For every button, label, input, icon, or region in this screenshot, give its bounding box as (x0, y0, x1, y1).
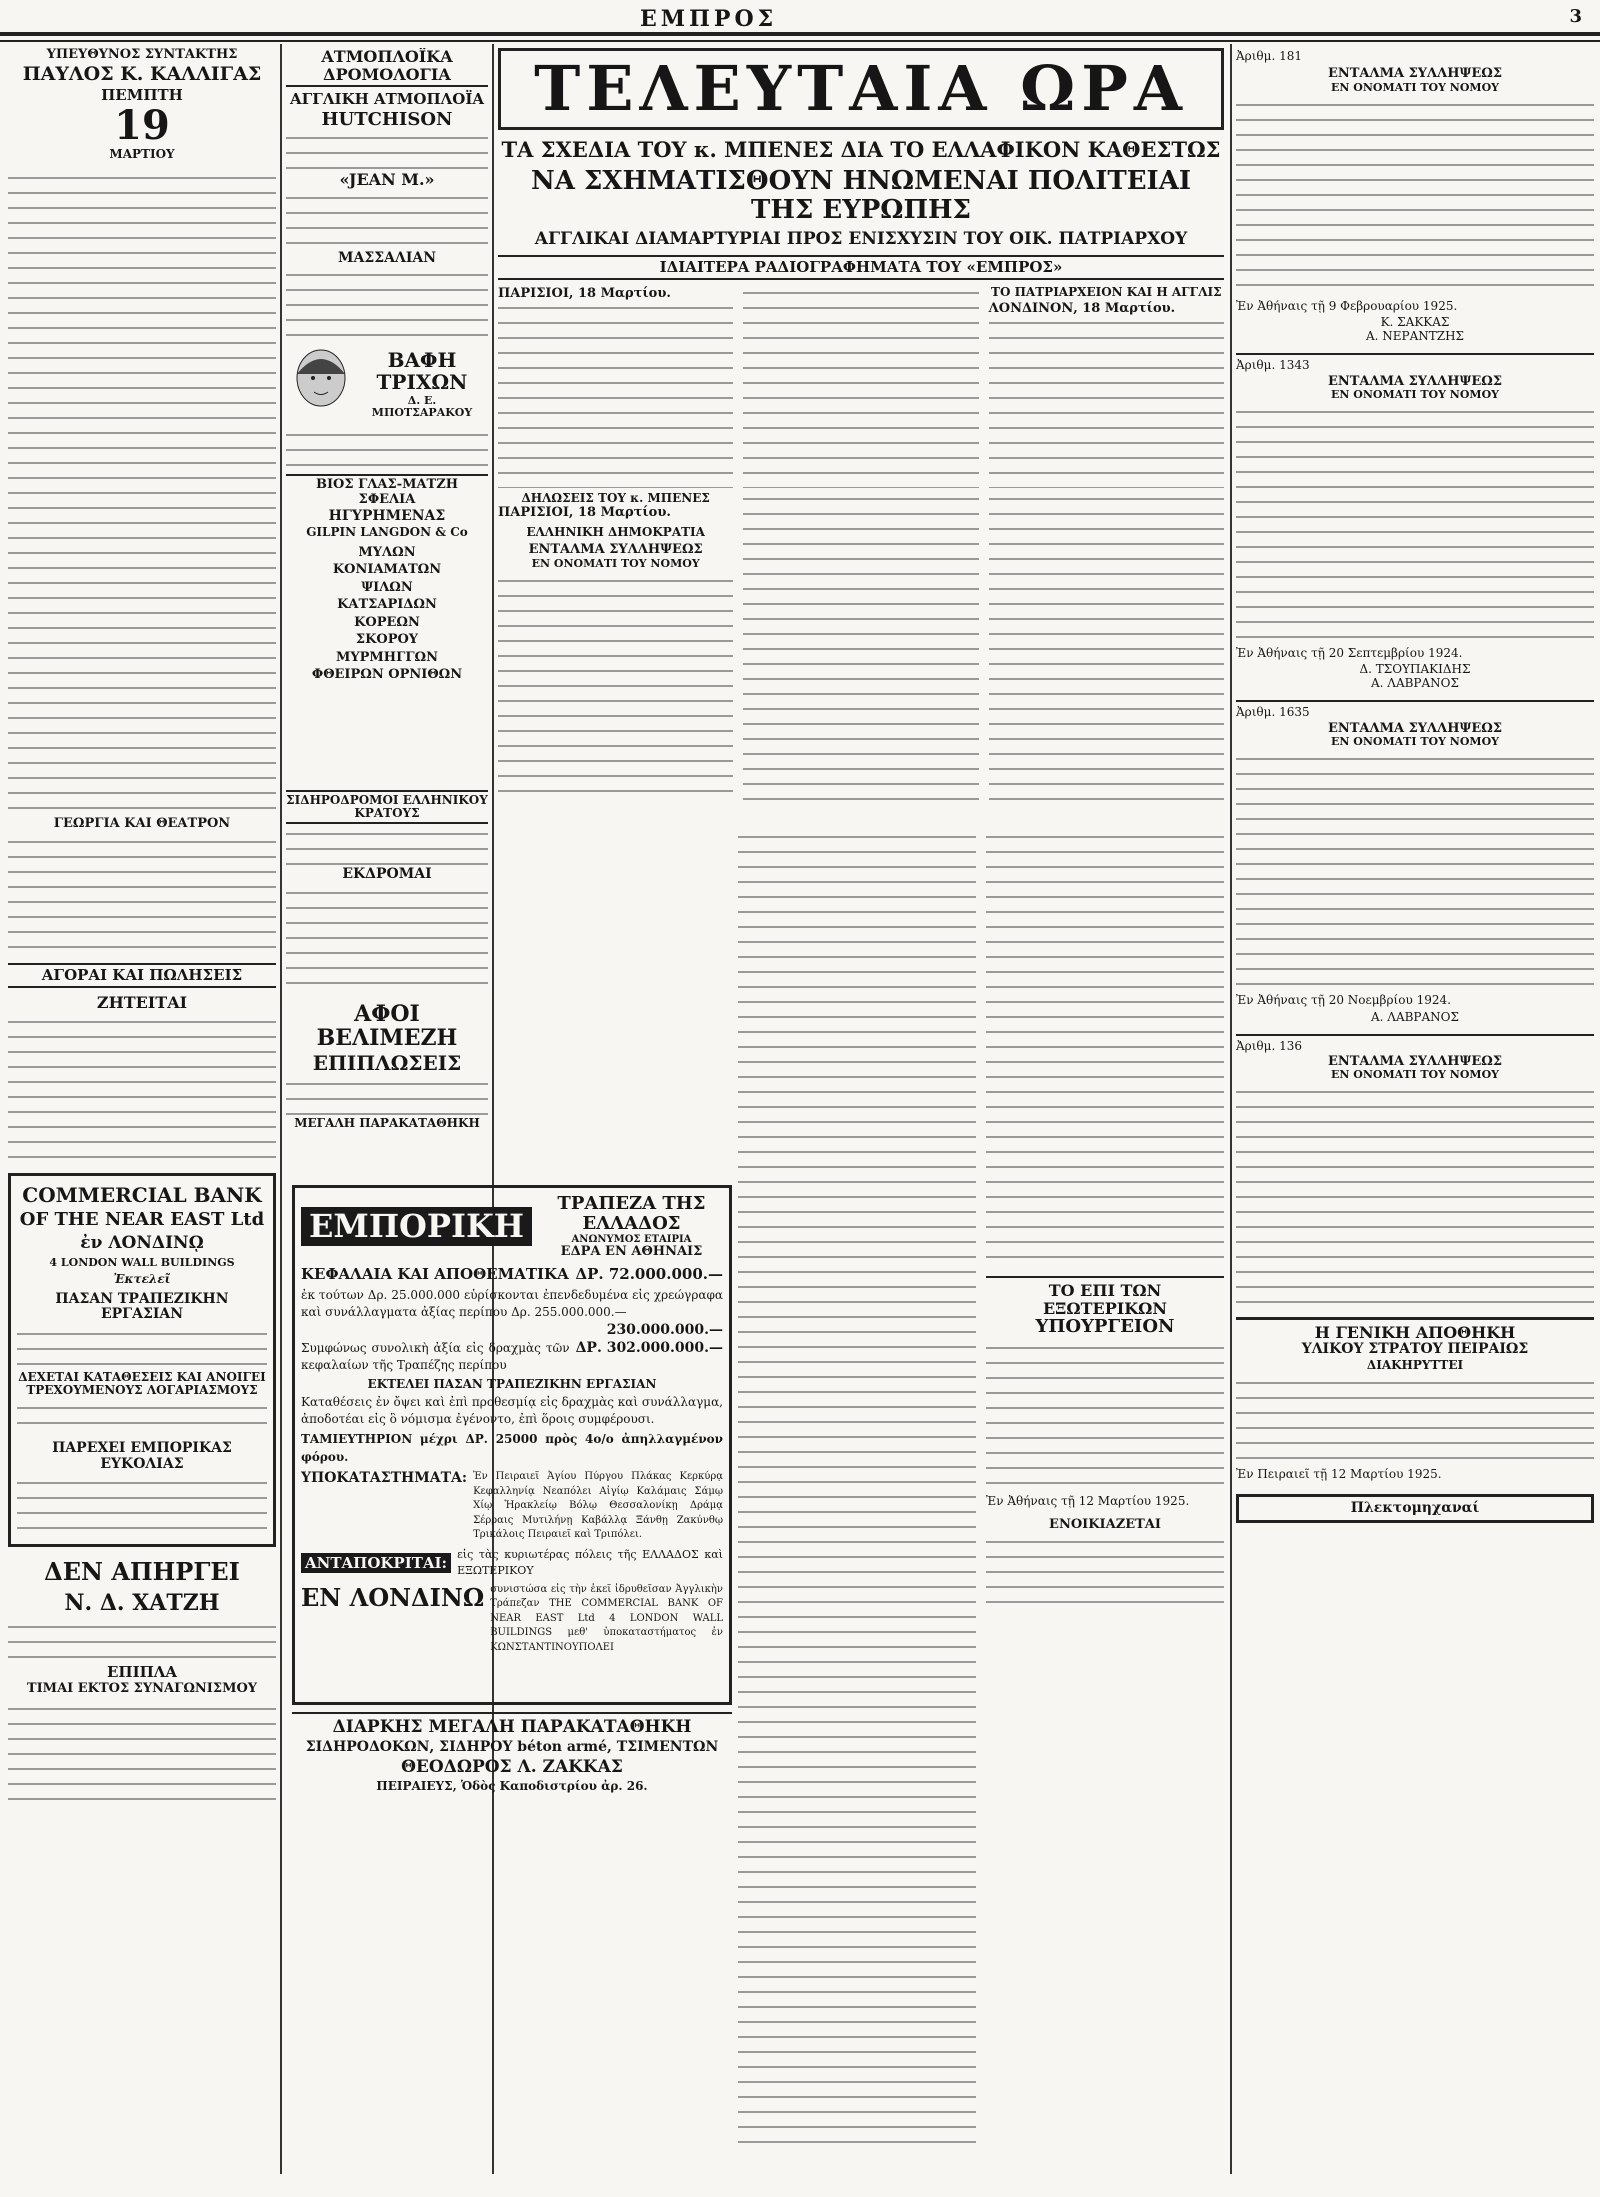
bank-facilities: ΠΑΡΕΧΕΙ ΕΜΠΟΡΙΚΑΣ ΕΥΚΟΛΙΑΣ (52, 1440, 232, 1472)
lead-headline-2: ΝΑ ΣΧΗΜΑΤΙΣΘΟΥΝ ΗΝΩΜΕΝΑΙ ΠΟΛΙΤΕΙΑΙ ΤΗΣ ΕΥΡΩΠΗΣ (530, 166, 1192, 225)
article-text-lines (738, 830, 976, 2150)
right-summons-title: ΕΝΤΑΛΜΑ ΣΥΛΛΗΨΕΩΣ (1327, 66, 1503, 82)
ship-hutchison: HUTCHISON (321, 108, 453, 130)
lead-columns (498, 286, 1224, 488)
branches-text: Ἐν Πειραιεῖ Ἀγίου Πύργου Πλάκας Κερκύρᾳ Κεφαλληνίᾳ Νεαπόλει Αἰγίῳ Καλάμαις Σάμῳ Χίῳ Ἡρακλείῳ Βόλῳ Θεσσαλονίκῃ Δράμᾳ Σέρραις Μυτιλήνῃ Καβάλλᾳ Ξάνθῃ Ζακύνθῳ Τρικάλοις Πειραιεῖ καὶ Τριπόλει. (473, 1471, 723, 1541)
branches-row (301, 1470, 723, 1543)
branches-label: ΥΠΟΚΑΤΑΣΤΗΜΑΤΑ: (301, 1470, 468, 1487)
ad-text-lines (286, 191, 488, 251)
notice-number-4: Ἀριθμ. 136 (1236, 1034, 1594, 1055)
column-ads (286, 48, 488, 788)
ad-text-lines (286, 428, 488, 468)
emporiki-seat: ΕΔΡΑ ΕΝ ΑΘΗΝΑΙΣ (560, 1243, 703, 1259)
commercial-bank-ad (8, 1173, 276, 1547)
pest-list-item: ΦΘΕΙΡΩΝ ΟΡΝΙΘΩΝ (311, 667, 463, 683)
ad-text-lines (286, 1077, 488, 1117)
capital-label: ΚΕΦΑΛΑΙΑ ΚΑΙ ΑΠΟΘΕΜΑΤΙΚΑ (301, 1264, 569, 1283)
summons-text-lines (1236, 752, 1594, 992)
ship-jean: «JEAN M.» (339, 170, 435, 190)
summons-date-3: Ἐν Ἀθήναις τῇ 20 Νοεμβρίου 1924. (1236, 993, 1451, 1008)
summons-title: ΕΝΤΑΛΜΑ ΣΥΛΛΗΨΕΩΣ (528, 542, 703, 558)
woman-portrait-icon (286, 344, 356, 424)
statement-heading: ΔΗΛΩΣΕΙΣ ΤΟΥ κ. ΜΠΕΝΕΣ (521, 492, 710, 505)
lead-dateline: ΠΑΡΙΣΙΟΙ, 18 Μαρτίου. (498, 285, 671, 301)
signature-nerantzis: Α. ΝΕΡΑΝΤΖΗΣ (1365, 329, 1465, 344)
issue-day: ΠΕΜΠΤΗ (101, 86, 183, 105)
hardware-owner: ΘΕΟΔΩΡΟΣ Λ. ΖΑΚΚΑΣ (401, 1757, 623, 1778)
depot-sub: ΥΛΙΚΟΥ ΣΤΡΑΤΟΥ ΠΕΙΡΑΙΩΣ (1301, 1340, 1529, 1357)
doctor-name: Ν. Δ. ΧΑΤΖΗ (64, 1590, 220, 1617)
article-text-lines (989, 316, 1224, 488)
hair-dye-ad (286, 344, 488, 424)
ad-text-lines (986, 1535, 1224, 1615)
pest-list-item: ΜΥΡΜΗΓΓΩΝ (335, 649, 439, 665)
bank-text-lines (17, 1476, 267, 1536)
right-summons-title-3: ΕΝΤΑΛΜΑ ΣΥΛΛΗΨΕΩΣ (1327, 720, 1503, 736)
total-label: Συμφώνως συνολικὴ ἀξία εἰς δραχμὰς τῶν κεφαλαίων τῆς Τραπέζης περίπου (301, 1340, 570, 1373)
correspondents-text: εἰς τὰς κυριωτέρας πόλεις τῆς ΕΛΛΑΔΟΣ καὶ ΕΞΩΤΕΡΙΚΟΥ (457, 1547, 723, 1577)
mid-right-columns (738, 830, 1224, 2160)
signature-sakkas: Κ. ΣΑΚΚΑΣ (1380, 315, 1450, 330)
emporiki-bank-ad (292, 1185, 732, 1705)
right-summons-sub-3: ΕΝ ΟΝΟΜΑΤΙ ΤΟΥ ΝΟΜΟΥ (1330, 735, 1500, 749)
ad-text-lines (8, 1702, 276, 1802)
hardware-address: ΠΕΙΡΑΙΕΥΣ, Ὁδὸς Καποδιστρίου ἀρ. 26. (376, 1778, 648, 1793)
depot-notice: ΔΙΑΚΗΡΥΤΤΕΙ (1366, 1358, 1464, 1373)
pest-list-item: ΚΑΤΣΑΡΙΔΩΝ (337, 597, 437, 613)
velimezis-sub: ΕΠΙΠΛΩΣΕΙΣ (312, 1051, 462, 1076)
furniture-heading: ΕΠΙΠΛΑ (106, 1662, 178, 1681)
column-right (1236, 48, 1594, 2178)
bank-services: ΠΑΣΑΝ ΤΡΑΠΕΖΙΚΗΝ ΕΡΓΑΣΙΑΝ (55, 1291, 229, 1323)
lead-headline-1: ΤΑ ΣΧΕΔΙΑ ΤΟΥ κ. ΜΠΕΝΕΣ ΔΙΑ ΤΟ ΕΛΛΑΦΙΚΟΝ ΚΑΘΕΣΤΩΣ (501, 137, 1221, 163)
pest-list-item: ΣΚΟΡΟΥ (355, 632, 419, 648)
prices-heading: ΤΙΜΑΙ ΕΚΤΟΣ ΣΥΝΑΓΩΝΙΣΜΟΥ (26, 1681, 258, 1697)
signature-lavranos-2: Α. ΛΑΒΡΑΝΟΣ (1370, 1009, 1459, 1024)
issue-month: ΜΑΡΤΙΟΥ (109, 146, 175, 161)
notice-number-3: Ἀριθμ. 1635 (1236, 700, 1594, 721)
article-text-lines (8, 835, 276, 955)
signature-tsoupakidis: Δ. ΤΣΟΥΠΑΚΙΔΗΣ (1359, 662, 1471, 677)
london-label: ΕΝ ΛΟΝΔΙΝΩ (301, 1582, 485, 1612)
editor-name: ΠΑΥΛΟΣ Κ. ΚΑΛΛΙΓΑΣ (22, 63, 262, 86)
steamship-line: ΑΓΓΛΙΚΗ ΑΤΜΟΠΛΟΪΑ (289, 90, 485, 109)
hardware-sub: ΣΙΔΗΡΟΔΟΚΩΝ, ΣΙΔΗΡΟΥ béton armé, ΤΣΙΜΕΝΤΩΝ (305, 1738, 719, 1755)
hardware-title: ΔΙΑΡΚΗΣ ΜΕΓΑΛΗ ΠΑΡΑΚΑΤΑΘΗΚΗ (332, 1717, 692, 1737)
column-rule (1230, 44, 1232, 2174)
editor-label: ΥΠΕΥΘΥΝΟΣ ΣΥΝΤΑΚΤΗΣ (46, 48, 238, 62)
bank-name-line2: OF THE NEAR EAST Ltd (19, 1209, 265, 1231)
summons-date-2: Ἐν Ἀθήναις τῇ 20 Σεπτεμβρίου 1924. (1236, 645, 1463, 660)
london-row (301, 1583, 723, 1656)
railway-title: ΣΙΔΗΡΟΔΡΟΜΟΙ ΕΛΛΗΝΙΚΟΥ ΚΡΑΤΟΥΣ (286, 790, 488, 824)
capital-value: ΔΡ. 72.000.000.— (575, 1264, 723, 1283)
bank-address: 4 LONDON WALL BUILDINGS (49, 1255, 235, 1269)
emporiki-title: ΕΜΠΟΡΙΚΗ (301, 1207, 532, 1246)
ad-text-lines (286, 268, 488, 338)
article-text-lines (986, 830, 1224, 1270)
article-text-lines (743, 286, 978, 488)
ministry-text-lines (986, 1341, 1224, 1491)
velimezis-title: ΑΦΟΙ ΒΕΛΙΜΕΖΗ (316, 1000, 458, 1051)
column-left (8, 48, 276, 2178)
column-rule (280, 44, 282, 2174)
lead-story (498, 48, 1224, 488)
bank-name: COMMERCIAL BANK (22, 1183, 262, 1208)
right-summons-title-2: ΕΝΤΑΛΜΑ ΣΥΛΛΗΨΕΩΣ (1327, 373, 1503, 389)
correspondents-label: ΑΝΤΑΠΟΚΡΙΤΑΙ: (301, 1553, 451, 1573)
right-summons-sub-2: ΕΝ ΟΝΟΜΑΤΙ ΤΟΥ ΝΟΜΟΥ (1330, 387, 1500, 401)
bank-executes: Ἐκτελεῖ (113, 1271, 171, 1286)
emporiki-type: ΑΝΩΝΥΜΟΣ ΕΤΑΙΡΙΑ (571, 1233, 692, 1245)
article-text-lines (743, 492, 978, 812)
lead-headline-3: ΑΓΓΛΙΚΑΙ ΔΙΑΜΑΡΤΥΡΙΑΙ ΠΡΟΣ ΕΝΙΣΧΥΣΙΝ ΤΟΥ ΟΙΚ. ΠΑΤΡΙΑΡΧΟΥ (534, 229, 1188, 250)
securities-amount: 230.000.000.— (606, 1321, 723, 1338)
pest-list-item: ΚΟΡΕΩΝ (354, 614, 420, 630)
ministry-sub: ΥΠΟΥΡΓΕΙΟΝ (1035, 1316, 1175, 1338)
gilpin-brand: GILPIN LANGDON & Co (306, 525, 468, 540)
massalia-heading: ΜΑΣΣΑΛΙΑΝ (337, 250, 437, 267)
summons-text-lines (1236, 98, 1594, 298)
patriarch-heading: ΤΟ ΠΑΤΡΙΑΡΧΕΙΟΝ ΚΑΙ Η ΑΓΓΛΙΣ (991, 284, 1222, 299)
ad-text-lines (286, 886, 488, 996)
ad-text-lines (8, 1620, 276, 1660)
pest-list-item: ΜΥΛΩΝ (358, 544, 416, 560)
right-summons-title-4: ΕΝΤΑΛΜΑ ΣΥΛΛΗΨΕΩΣ (1327, 1053, 1503, 1069)
masthead-rule-thin (0, 40, 1600, 42)
masthead-title: ΕΜΠΡΟΣ (640, 6, 778, 32)
steamship-title: ΑΤΜΟΠΛΟΪΚΑ ΔΡΟΜΟΛΟΓΙΑ (286, 48, 488, 87)
hair-dye-maker: Δ. Ε. ΜΠΟΤΣΑΡΑΚΟΥ (371, 394, 473, 420)
savings-text: ΤΑΜΙΕΥΤΗΡΙΟΝ μέχρι ΔΡ. 25000 πρὸς 4ο/ο ἀπηλλαγμένον φόρου. (301, 1432, 723, 1464)
notice-number-2: Ἀριθμ. 1343 (1236, 353, 1594, 374)
total-row (301, 1340, 723, 1375)
bank-text-lines (17, 1401, 267, 1437)
depot-title: Η ΓΕΝΙΚΗ ΑΠΟΘΗΚΗ (1236, 1317, 1594, 1342)
emporiki-title-2: ΤΡΑΠΕΖΑ ΤΗΣ ΕΛΛΑΔΟΣ (557, 1193, 706, 1234)
theatres-heading: ΓΕΩΡΓΙΑ ΚΑΙ ΘΕΑΤΡΟΝ (53, 815, 231, 831)
velimezis-big: ΜΕΓΑΛΗ ΠΑΡΑΚΑΤΑΘΗΚΗ (294, 1116, 480, 1131)
right-summons-sub-4: ΕΝ ΟΝΟΜΑΤΙ ΤΟΥ ΝΟΜΟΥ (1330, 1068, 1500, 1082)
rent-heading: ΕΝΟΙΚΙΑΖΕΤΑΙ (1049, 1517, 1161, 1533)
ad-text-lines (286, 827, 488, 867)
capital-row (301, 1265, 723, 1283)
masthead-rule (0, 32, 1600, 36)
correspondents-row (301, 1547, 723, 1579)
ad-text-lines (286, 131, 488, 171)
column-rule (492, 44, 494, 2174)
london-text: συνιστώσα εἰς τὴν ἐκεῖ ἱδρυθεῖσαν Ἀγγλικὴν Τράπεζαν THE COMMERCIAL BANK OF NEAR EAST Ltd 4 LONDON WALL BUILDINGS μεθ' ὑποκαταστήματος ἐν ΚΩΝΣΤΑΝΤΙΝΟΥΠΟΛΕΙ (490, 1583, 723, 1653)
article-text-lines (989, 492, 1224, 812)
pest-list-item: ΨΙΛΩΝ (361, 579, 413, 595)
issue-date-number: 19 (114, 101, 170, 149)
summons-sub: ΕΝ ΟΝΟΜΑΤΙ ΤΟΥ ΝΟΜΟΥ (531, 556, 700, 570)
republic-heading: ΕΛΛΗΝΙΚΗ ΔΗΜΟΚΡΑΤΙΑ (526, 525, 705, 540)
wanted-heading: ΖΗΤΕΙΤΑΙ (96, 992, 188, 1012)
depot-text-lines (1236, 1376, 1594, 1466)
signature-lavranos: Α. ΛΑΒΡΑΝΟΣ (1370, 676, 1459, 691)
summons-text-lines (1236, 405, 1594, 645)
total-value: ΔΡ. 302.000.000.— (575, 1339, 723, 1356)
article-text-lines (498, 301, 733, 488)
ministry-title: ΤΟ ΕΠΙ ΤΩΝ ΕΞΩΤΕΡΙΚΩΝ (986, 1276, 1224, 1317)
london-dateline: ΛΟΝΔΙΝΟΝ, 18 Μαρτίου. (988, 300, 1176, 316)
pest-list-item: ΚΟΝΙΑΜΑΤΩΝ (332, 562, 442, 578)
knitting-machines-box: Πλεκτομηχαναί (1236, 1494, 1594, 1523)
summons-text-lines (498, 574, 733, 804)
closed-notice: ΔΕΝ ΑΠΗΡΓΕΙ (44, 1556, 240, 1586)
sales-heading: ΑΓΟΡΑΙ ΚΑΙ ΠΩΛΗΣΕΙΣ (8, 963, 276, 988)
excursions-heading: ΕΚΔΡΟΜΑΙ (342, 866, 432, 883)
summons-text-lines (1236, 1085, 1594, 1305)
bank-city: ἐν ΛΟΝΔΙΝῼ (80, 1233, 204, 1254)
lead-subhead: ΙΔΙΑΙΤΕΡΑ ΡΑΔΙΟΓΡΑΦΗΜΑΤΑ ΤΟΥ «ΕΜΠΡΟΣ» (498, 255, 1224, 280)
depot-date: Ἐν Πειραιεῖ τῇ 12 Μαρτίου 1925. (1236, 1467, 1442, 1482)
bank-deposits: ΔΕΧΕΤΑΙ ΚΑΤΑΘΕΣΕΙΣ ΚΑΙ ΑΝΟΙΓΕΙ ΤΡΕΧΟΥΜΕΝΟΥΣ ΛΟΓΑΡΙΑΣΜΟΥΣ (18, 1369, 266, 1397)
page-number: 3 (1569, 6, 1582, 27)
capital-details: ἐκ τούτων Δρ. 25.000.000 εὑρίσκονται ἐπενδεδυμένα εἰς χρεώγραφα καὶ συνάλλαγματα ἀξίας περίπου Δρ. 255.000.000.— (301, 1287, 723, 1320)
hardware-ad (292, 1712, 732, 1822)
summons-date-1: Ἐν Ἀθήναις τῇ 9 Φεβρουαρίου 1925. (1236, 298, 1458, 313)
notice-number: Ἀριθμ. 181 (1236, 49, 1302, 63)
mid-section (498, 492, 1224, 822)
pest-list (286, 544, 488, 684)
deposits-text: Καταθέσεις ἐν ὄψει καὶ ἐπὶ προθεσμίᾳ εἰς δραχμὰς καὶ συνάλλαγμα, ἀποδοτέαι εἰς ὃ νόμισμα ἐγένοντο, ἐπὶ ὅροις συμφέρουσι. (301, 1394, 723, 1427)
column-ads-lower (286, 790, 488, 1180)
statement-dateline: ΠΑΡΙΣΙΟΙ, 18 Μαρτίου. (498, 505, 671, 521)
classified-text-lines (8, 1015, 276, 1165)
insecticide-sub: ΗΓΥΡΗΜΕΝΑΣ (328, 508, 446, 525)
article-text-lines (8, 171, 276, 811)
hair-dye-title: ΒΑΦΗ ΤΡΙΧΩΝ (376, 348, 468, 395)
insecticide-title: ΒΙΟΣ ΓΛΑΣ-ΜΑΤΖΗ ΣΦΕΛΙΑ (286, 474, 488, 507)
bank-text-lines (17, 1327, 267, 1367)
lead-banner: ΤΕΛΕΥΤΑΙΑ ΩΡΑ (498, 48, 1224, 130)
right-summons-sub: ΕΝ ΟΝΟΜΑΤΙ ΤΟΥ ΝΟΜΟΥ (1330, 80, 1500, 94)
bank-services-heading: ΕΚΤΕΛΕΙ ΠΑΣΑΝ ΤΡΑΠΕΖΙΚΗΝ ΕΡΓΑΣΙΑΝ (367, 1377, 657, 1392)
ministry-date: Ἐν Ἀθήναις τῇ 12 Μαρτίου 1925. (986, 1493, 1190, 1508)
